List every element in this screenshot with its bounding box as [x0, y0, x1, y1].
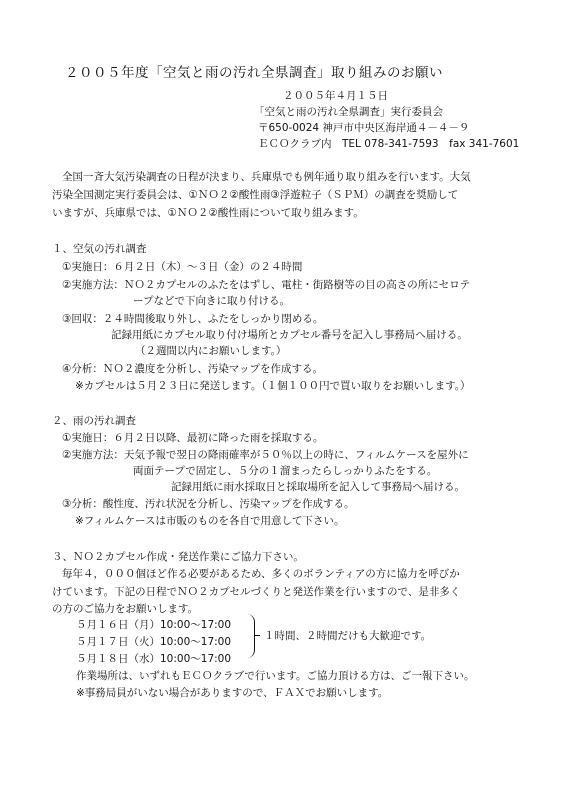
section3-closing: ※事務局員がいない場合がありますので、ＦＡＸでお願いします。 — [76, 687, 389, 699]
address: 〒650-0024 神戸市中央区海岸通４－４－９ — [258, 122, 470, 134]
section3-line: けています。下記の日程でＮＯ２カプセルづくりと発送作業を行いますので、是非多く — [52, 586, 461, 598]
section2-heading: ２、雨の汚れ調査 — [52, 415, 136, 427]
section2-line: 記録用紙に雨水採取日と採取場所を記入して事務局へ届ける。 — [171, 481, 465, 493]
section1-note: ※カプセルは５月２３日に発送します。（１個１００円で買い取りをお願いします。） — [75, 380, 471, 392]
section1-line: ③回収：２４時間後取り外し、ふたをしっかり閉める。 — [62, 313, 324, 325]
section1-line: ①実施日：６月２日（木）～３日（金）の２４時間 — [62, 261, 303, 273]
schedule-entry: ５月１７日（火）10:00～17:00 — [76, 636, 232, 648]
document-title: ２００５年度「空気と雨の汚れ全県調査」取り組みのお願い — [65, 65, 443, 81]
intro-line: 汚染全国測定実行委員会は、①ＮＯ２②酸性雨③浮遊粒子（ＳＰＭ）の調査を奨励して — [52, 189, 459, 201]
section1-line: ④分析：ＮＯ２濃度を分析し、汚染マップを作成する。 — [62, 363, 323, 375]
section1-line: （２週間以内にお願いします。） — [135, 345, 287, 357]
schedule-entry: ５月１８日（水）10:00～17:00 — [76, 653, 232, 665]
intro-line: いますが、兵庫県では、①ＮＯ２②酸性雨について取り組みます。 — [52, 207, 364, 219]
section1-line: ープなどで下向きに取り付ける。 — [133, 295, 290, 307]
section2-line: 両面テープで固定し、５分の１溜まったらしっかりふたをする。 — [133, 465, 438, 477]
section2-line: ①実施日：６月２日以降、最初に降った雨を採取する。 — [62, 432, 324, 444]
section3-closing: 作業場所は、いずれもＥＣＯクラブで行います。ご協力頂ける方は、ご一報下さい。 — [76, 670, 475, 682]
intro-line: 全国一斉大気汚染調査の日程が決まり、兵庫県でも例年通り取り組みを行います。大気 — [62, 171, 471, 183]
section1-heading: １、空気の汚れ調査 — [52, 243, 147, 255]
schedule-brace — [244, 614, 255, 658]
committee-name: 「空気と雨の汚れ全県調査」実行委員会 — [254, 106, 443, 118]
schedule-brace-tip — [254, 635, 260, 636]
section2-note: ※フィルムケースは市販のものを各自で用意して下さい。 — [75, 515, 345, 527]
section2-line: ②実施方法：天気予報で翌日の降雨確率が５０％以上の時に、フィルムケースを屋外に — [62, 449, 469, 461]
contact-info: ＥＣＯクラブ内 TEL 078-341-7593 fax 341-7601 — [258, 138, 520, 150]
section3-line: 毎年４，０００個ほど作る必要があるため、多くのボランティアの方に協力を呼びか — [62, 568, 460, 580]
section3-line: の方のご協力をお願いします。 — [52, 603, 199, 615]
section1-line: ②実施方法：ＮＯ２カプセルのふたをはずし、電柱・街路樹等の目の高さの所にセロテ — [62, 279, 471, 291]
schedule-entry: ５月１６日（月）10:00～17:00 — [76, 619, 232, 631]
section1-line: 記録用紙にカプセル取り付け場所とカプセル番号を記入し事務局へ届ける。 — [111, 329, 468, 341]
issue-date: ２００５年４月１５日 — [283, 90, 388, 102]
section3-heading: ３、ＮＯ２カプセル作成・発送作業にご協力下さい。 — [52, 551, 304, 563]
section2-line: ③分析：酸性度、汚れ状況を分析し、汚染マップを作成する。 — [62, 498, 355, 510]
schedule-note: １時間、２時間だけも大歓迎です。 — [264, 630, 432, 642]
